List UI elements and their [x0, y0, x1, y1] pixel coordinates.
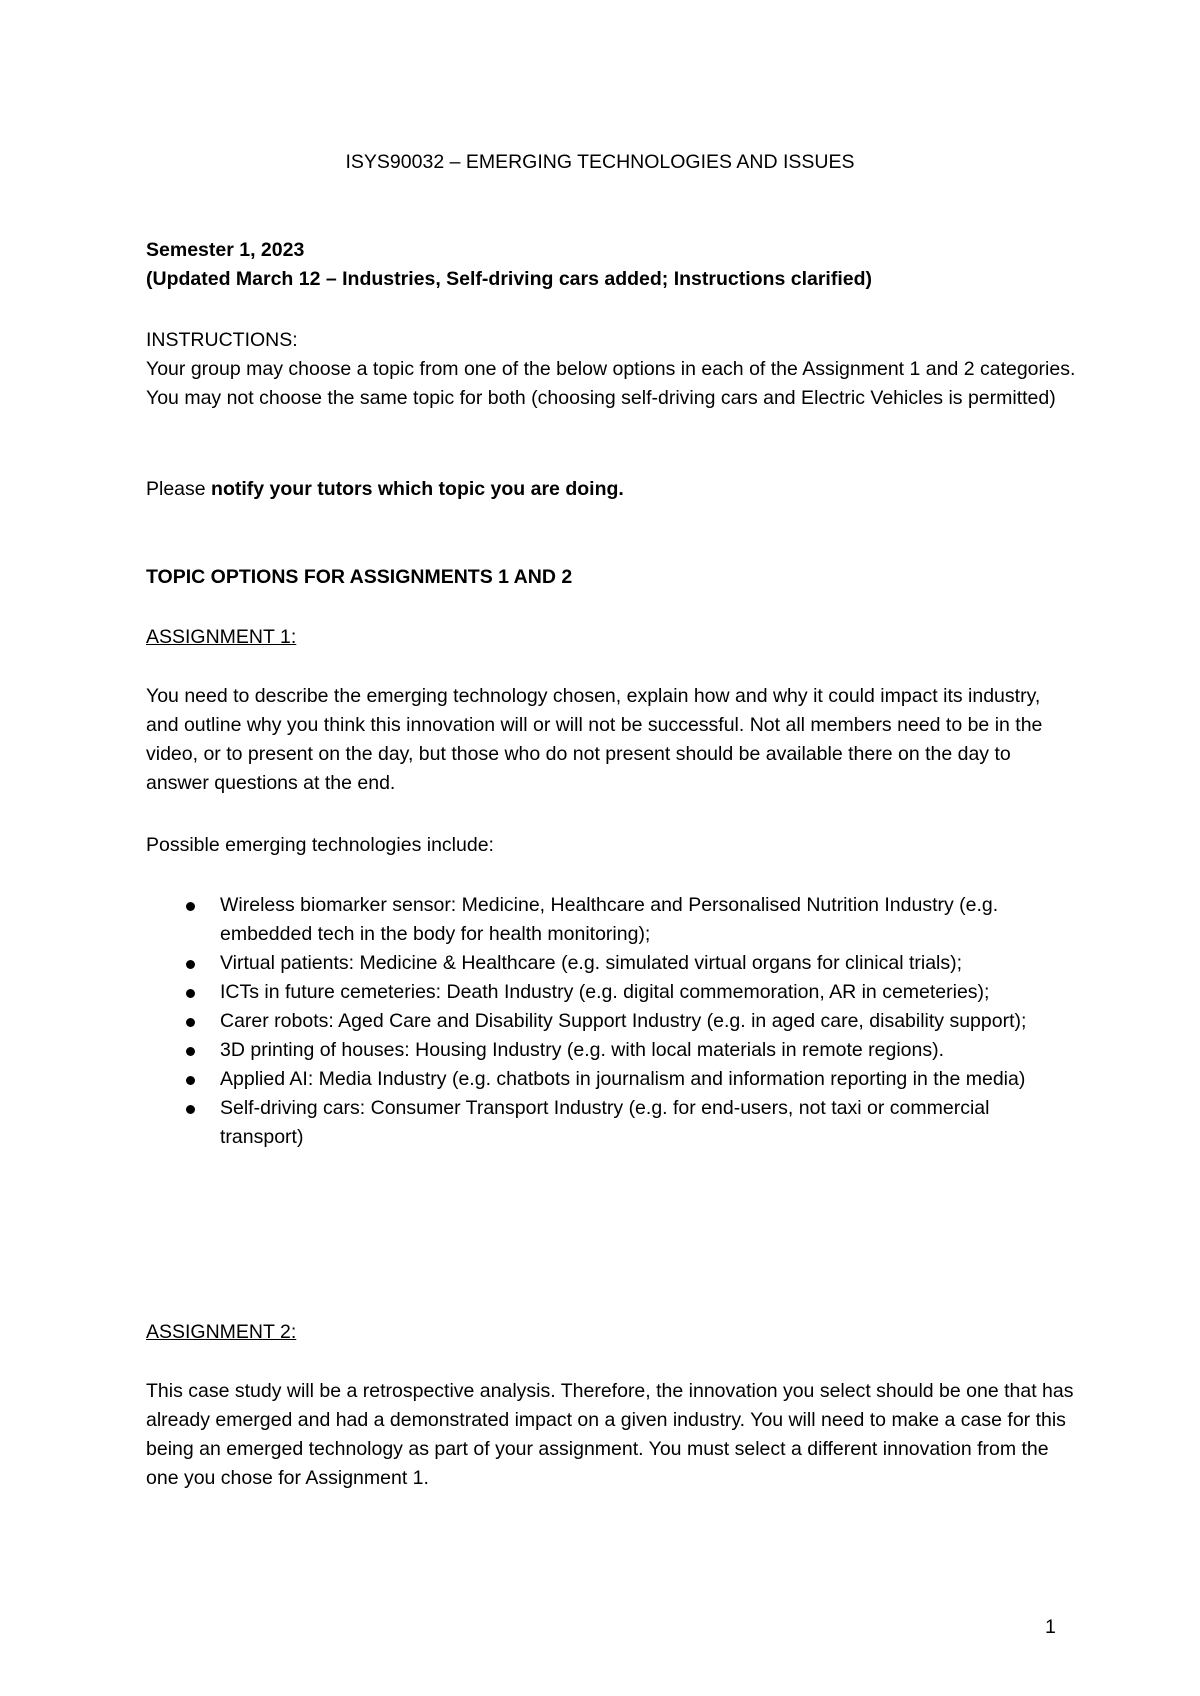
topics-heading: TOPIC OPTIONS FOR ASSIGNMENTS 1 AND 2: [146, 566, 573, 588]
bullet-icon: [186, 1076, 195, 1085]
bullet-icon: [186, 1047, 195, 1056]
assignment2-heading: ASSIGNMENT 2:: [146, 1321, 297, 1343]
semester-block: [146, 236, 1076, 294]
update-note: (Updated March 12 – Industries, Self-driving cars added; Instructions clarified): [146, 268, 872, 290]
bullet-icon: [186, 1018, 195, 1027]
page-number: 1: [1045, 1616, 1056, 1638]
instructions-section: [146, 326, 1076, 413]
bullet-icon: [186, 989, 195, 998]
list-item: 3D printing of houses: Housing Industry (e.g. with local materials in remote regions).: [146, 1036, 1076, 1065]
bullet-icon: [186, 902, 195, 911]
assignment1-description: You need to describe the emerging technology chosen, explain how and why it could impact its industry, and outline why you think this innovation will or will not be successful. Not all members need to be in the video, or to present on the day, but those who do not present should be available there on the day to answer questions at the end.: [146, 685, 1043, 794]
bullet-icon: [186, 1105, 195, 1114]
list-item: ICTs in future cemeteries: Death Industry (e.g. digital commemoration, AR in cemeteries);: [146, 978, 1076, 1007]
assignment2-description: This case study will be a retrospective analysis. Therefore, the innovation you select should be one that has already emerged and had a demonstrated impact on a given industry. You will need to make a case for this being an emerged technology as part of your assignment. You must select a different innovation from the one you chose for Assignment 1.: [146, 1380, 1074, 1489]
list-item: Carer robots: Aged Care and Disability Support Industry (e.g. in aged care, disability support);: [146, 1007, 1076, 1036]
semester-line: Semester 1, 2023: [146, 239, 305, 261]
technology-list-block: [146, 891, 1076, 1152]
list-item: Wireless biomarker sensor: Medicine, Healthcare and Personalised Nutrition Industry (e.g. embedded tech in the body for health monitoring);: [146, 891, 1076, 949]
list-item: Virtual patients: Medicine & Healthcare (e.g. simulated virtual organs for clinical trials);: [146, 949, 1076, 978]
notify-prefix: Please: [146, 478, 212, 500]
assignment1-list-intro: Possible emerging technologies include:: [146, 834, 494, 856]
assignment1-heading: ASSIGNMENT 1:: [146, 626, 297, 648]
notify-line: [146, 475, 1076, 504]
technology-list: [146, 891, 1076, 1152]
bullet-icon: [186, 960, 195, 969]
instructions-heading: INSTRUCTIONS:: [146, 329, 298, 351]
instructions-body: Your group may choose a topic from one of the below options in each of the Assignment 1 and 2 categories. You may not choose the same topic for both (choosing self-driving cars and Electric Vehicles is permitted): [146, 358, 1076, 409]
notify-emphasis: notify your tutors which topic you are doing.: [211, 478, 624, 500]
list-item: Applied AI: Media Industry (e.g. chatbots in journalism and information reporting in the media): [146, 1065, 1076, 1094]
list-item: Self-driving cars: Consumer Transport Industry (e.g. for end-users, not taxi or commercial transport): [146, 1094, 1076, 1152]
document-title: ISYS90032 – EMERGING TECHNOLOGIES AND ISSUES: [345, 151, 855, 173]
